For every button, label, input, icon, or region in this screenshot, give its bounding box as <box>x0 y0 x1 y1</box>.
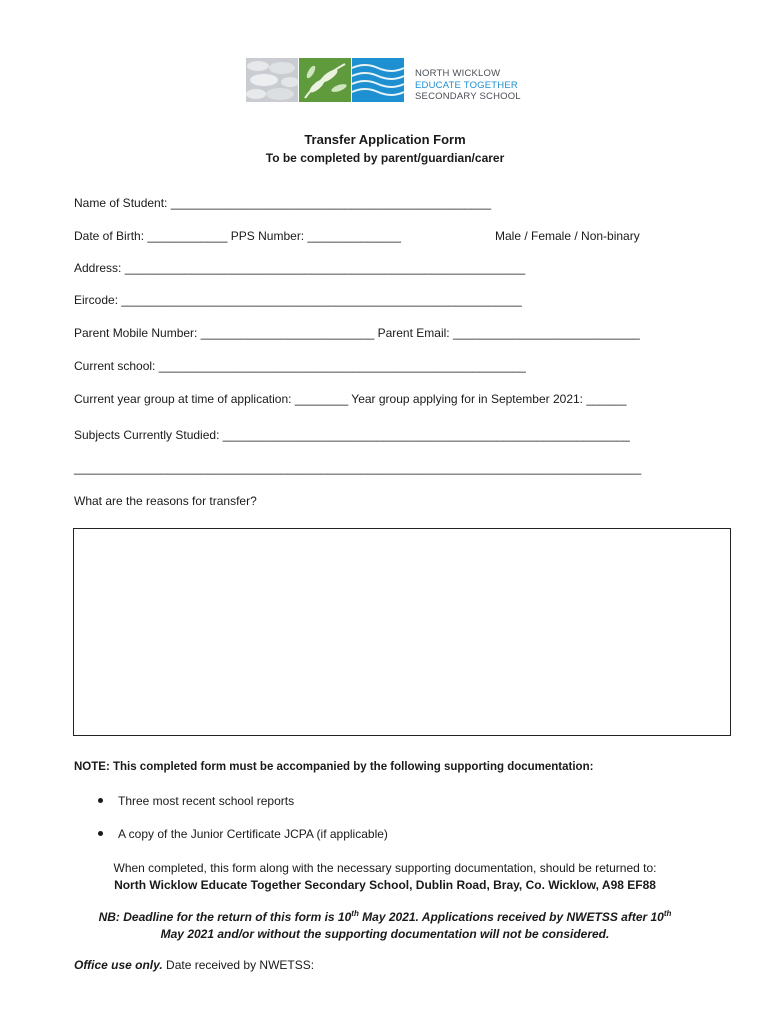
list-item-text: A copy of the Junior Certificate JCPA (if applicable) <box>118 827 388 841</box>
logo-line-2: EDUCATE TOGETHER <box>415 79 518 91</box>
deadline-sup-2: th <box>663 909 672 918</box>
deadline-line-2: May 2021 and/or without the supporting documentation will not be considered. <box>160 927 610 941</box>
bullet-icon <box>98 831 103 836</box>
office-use <box>74 958 314 972</box>
current-school-field[interactable]: Current school: _______________________________________________________ <box>74 359 526 373</box>
waves-logo-icon <box>352 58 404 102</box>
office-use-text: Date received by NWETSS: <box>162 958 315 972</box>
reasons-label: What are the reasons for transfer? <box>74 494 257 508</box>
deadline-text-a: NB: Deadline for the return of this form is 10 <box>98 910 352 924</box>
deadline-text-b: May 2021. Applications received by NWETSS after 10 <box>358 910 664 924</box>
logo-line-1: NORTH WICKLOW <box>415 68 501 79</box>
deadline-line-1 <box>0 909 770 924</box>
return-address: North Wicklow Educate Together Secondary School, Dublin Road, Bray, Co. Wicklow, A98 EF88 <box>114 878 656 892</box>
logo-line-3: SECONDARY SCHOOL <box>415 91 521 102</box>
logo-text <box>415 58 521 102</box>
gender-field[interactable]: Male / Female / Non-binary <box>495 229 640 243</box>
bullet-icon <box>98 798 103 803</box>
school-logo <box>246 58 521 102</box>
leaves-logo-icon <box>299 58 351 102</box>
form-title: Transfer Application Form <box>304 132 466 147</box>
student-name-field[interactable]: Name of Student: ________________________________________________ <box>74 196 492 210</box>
stones-logo-icon <box>246 58 298 102</box>
eircode-field[interactable]: Eircode: ____________________________________________________________ <box>74 293 522 307</box>
year-group-field[interactable]: Current year group at time of application: ________ Year group applying for in September 2021: ______ <box>74 392 627 406</box>
list-item <box>98 794 294 808</box>
note-heading: NOTE: This completed form must be accompanied by the following supporting documentation: <box>74 761 594 773</box>
form-subtitle: To be completed by parent/guardian/carer <box>265 151 505 165</box>
address-field[interactable]: Address: ____________________________________________________________ <box>74 261 526 275</box>
subjects-field[interactable]: Subjects Currently Studied: _____________________________________________________________ <box>74 428 630 442</box>
parent-contact-field[interactable]: Parent Mobile Number: __________________________ Parent Email: ____________________________ <box>74 326 640 340</box>
list-item-text: Three most recent school reports <box>118 794 295 808</box>
deadline-sup-1: th <box>351 909 359 918</box>
subjects-field-line-2[interactable]: _____________________________________________________________________________________ <box>74 461 642 475</box>
dob-pps-field[interactable]: Date of Birth: ____________ PPS Number: ______________ <box>74 229 401 243</box>
office-use-label: Office use only. <box>74 958 163 972</box>
return-instructions: When completed, this form along with the necessary supporting documentation, should be returned to: <box>113 861 657 875</box>
list-item <box>98 827 388 841</box>
reasons-textbox[interactable] <box>73 528 731 736</box>
